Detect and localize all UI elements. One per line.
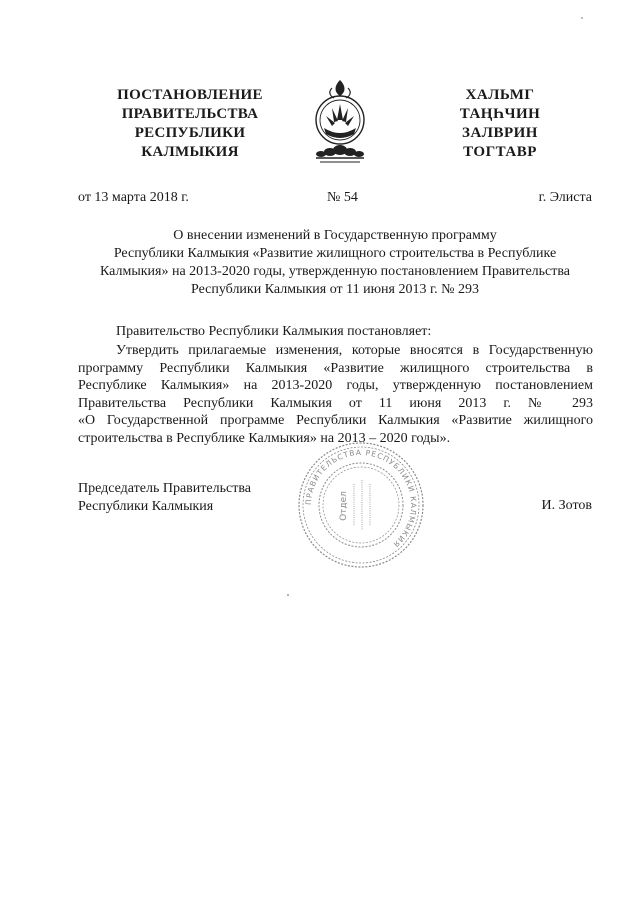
- title-line: О внесении изменений в Государственную программу: [173, 228, 497, 243]
- header-kalmyk-line: ЗАЛВРИН: [462, 125, 538, 141]
- header-russian-line: РЕСПУБЛИКИ: [134, 125, 246, 141]
- header-kalmyk: [440, 86, 560, 162]
- official-stamp-icon: [296, 440, 426, 570]
- body-line: Республике Калмыкия» на 2013-2020 годы, утвержденную постановлением: [78, 378, 593, 393]
- header-russian-line: КАЛМЫКИЯ: [141, 144, 239, 160]
- stamp-center-text: Отдел: [339, 491, 349, 521]
- signatory-name: И. Зотов: [541, 498, 592, 513]
- header-kalmyk-line: ХАЛЬМГ: [465, 87, 535, 103]
- header-kalmyk-line: ТОГТАВР: [463, 144, 537, 160]
- title-line: Республики Калмыкия от 11 июня 2013 г. № 293: [190, 282, 480, 297]
- resolution-body: [78, 342, 593, 447]
- emblem-icon: [310, 74, 370, 170]
- header-russian-line: ПРАВИТЕЛЬСТВА: [121, 106, 259, 122]
- document-title: [78, 227, 592, 299]
- document-number: № 54: [327, 190, 358, 205]
- scan-speck: [581, 17, 583, 19]
- document-city: г. Элиста: [538, 190, 592, 205]
- body-line: программу Республики Калмыкия «Развитие жилищного строительства в: [78, 360, 593, 376]
- header-kalmyk-line: ТАҢҺЧИН: [459, 106, 541, 122]
- signatory-position: [78, 480, 251, 516]
- signatory-position-line: Председатель Правительства: [78, 481, 251, 496]
- stamp-ring-text: ПРАВИТЕЛЬСТВА РЕСПУБЛИКИ КАЛМЫКИЯ: [303, 447, 419, 550]
- signatory-position-line: Республики Калмыкия: [78, 499, 214, 514]
- resolution-intro: Правительство Республики Калмыкия постановляет:: [116, 324, 432, 339]
- body-line: Утвердить прилагаемые изменения, которые вносятся в Государственную: [116, 343, 593, 358]
- header-russian: [90, 86, 290, 162]
- body-line: строительства в Республике Калмыкия» на 2013 – 2020 годы».: [78, 430, 451, 446]
- title-line: Республики Калмыкия «Развитие жилищного строительства в Республике: [113, 246, 557, 261]
- document-date: от 13 марта 2018 г.: [78, 190, 189, 205]
- header-russian-line: ПОСТАНОВЛЕНИЕ: [117, 87, 263, 103]
- scan-speck: [287, 594, 289, 596]
- body-line: Правительства Республики Калмыкия от 11 июня 2013 г. № 293: [78, 395, 593, 411]
- document-meta: [78, 190, 592, 210]
- title-line: Калмыкия» на 2013-2020 годы, утвержденную постановлением Правительства: [99, 264, 570, 279]
- body-line: «О Государственной программе Республики Калмыкия «Развитие жилищного: [78, 413, 593, 428]
